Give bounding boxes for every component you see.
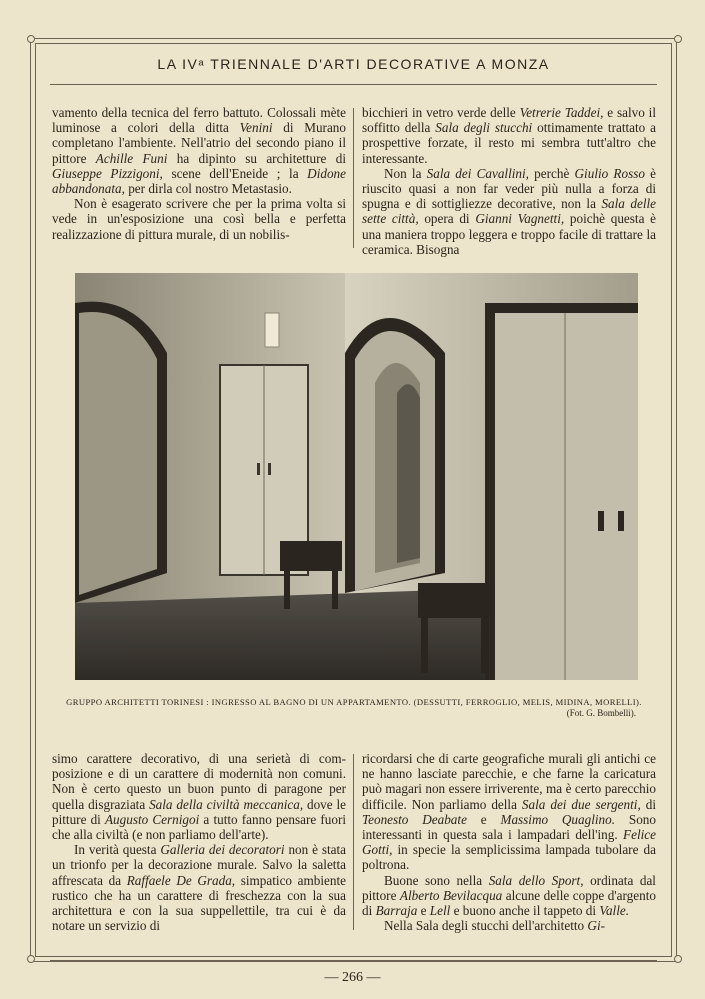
italic-run: Giulio Rosso <box>574 165 645 181</box>
column-divider <box>353 108 354 248</box>
text-run: non è stata un trionfo per la decorazione murale. Salvo la saletta affrescata da <box>52 842 346 888</box>
text-run: in specie la semplicissima lampada tubolare da poltrona. <box>362 842 656 873</box>
photo-caption: GRUPPO ARCHITETTI TORINESI : INGRESSO AL BAGNO DI UN APPARTAMENTO. (DESSUTTI, FERROGLIO, MELIS, MIDINA, MORELLI). <box>66 697 642 707</box>
text-run: vamento della tecnica del ferro battuto. Colossali mète luminose a colori della ditta <box>52 105 346 136</box>
text-run: a tutto fanno pensare fuori che alla civiltà (e non parliamo dell'arte). <box>52 811 347 843</box>
text-run: Non la <box>384 165 427 181</box>
text-run: Sono interessanti in questa sala i lampadari dell'ing. <box>362 811 656 843</box>
article-column-top-right <box>362 105 656 257</box>
text-run: e salvo il soffitto della <box>362 105 656 136</box>
interior-photograph <box>75 273 638 680</box>
text-run: scene dell'Eneide ; la <box>162 165 308 181</box>
italic-run: Lell <box>429 903 451 919</box>
text-run: Buone sono nella <box>384 872 489 888</box>
frame-corner-ornament <box>27 35 35 43</box>
text-run: alcune delle coppe d'argento di <box>362 887 656 919</box>
italic-run: Sala degli stucchi <box>435 120 533 136</box>
paragraph <box>52 105 346 196</box>
text-run: simo carattere decorativo, di una serietà di composizione e di un carattere di modernità non comuni. Non è certo questo un buon punto di paragone per quella disgraziata <box>52 751 346 812</box>
italic-run: Massimo Quaglino. <box>500 811 616 827</box>
text-run: di <box>640 796 656 812</box>
text-run: bicchieri in vetro verde delle <box>362 105 520 120</box>
paragraph <box>362 105 656 166</box>
frame-corner-ornament <box>674 955 682 963</box>
italic-run: Galleria dei decoratori <box>160 842 285 858</box>
text-run: ottimamente trattato a prospettive forzate, il resto mi sembra tutt'altro che interessante. <box>362 120 657 166</box>
text-run: ha dipinto su architetture di <box>167 150 346 166</box>
italic-run: Giuseppe Pizzigoni, <box>52 165 163 181</box>
italic-run: Teonesto Deabate <box>362 811 467 827</box>
italic-run: Raffaele De Grada, <box>126 872 236 888</box>
text-run: ricordarsi che di carte geografiche murali gli antichi ce ne hanno lasciate parecchie, e che farne la caricatura può magari non essere irriverente, ma è certo parecchio difficile. Non parliamo della <box>362 751 656 812</box>
article-column-bottom-right <box>362 751 656 933</box>
text-run: di Murano completano l'ambiente. Nell'atrio del secondo piano il pittore <box>52 120 346 166</box>
text-run: è riuscito quasi a non far veder più nulla a forza di spugna e di sottigliezze decorative, non la <box>362 165 657 212</box>
paragraph <box>52 196 346 242</box>
text-run: e <box>466 811 501 827</box>
text-run: dove le pitture di <box>52 796 347 827</box>
frame-corner-ornament <box>27 955 35 963</box>
article-column-top-left <box>52 105 346 242</box>
italic-run: Felice Gotti, <box>362 827 656 858</box>
italic-run: Sala dei Cavallini, <box>426 165 529 181</box>
italic-run: Sala della civiltà meccanica, <box>149 796 304 812</box>
page-number: — 266 — <box>324 970 381 985</box>
paragraph <box>362 918 656 933</box>
italic-run: Gi- <box>587 918 606 934</box>
text-run: Nella Sala degli stucchi dell'architetto <box>384 918 588 934</box>
text-run: e <box>417 903 430 919</box>
text-run: poichè questa è una maniera troppo leggera e troppo facile di trattare la ceramica. Bisogna <box>362 211 656 257</box>
paragraph <box>52 751 346 842</box>
column-divider <box>353 754 354 930</box>
text-run: perchè <box>528 165 575 181</box>
italic-run: Valle. <box>599 903 630 919</box>
paragraph <box>362 873 656 919</box>
text-run: ordinata dal pittore <box>362 872 656 903</box>
header-rule <box>50 84 657 85</box>
frame-corner-ornament <box>674 35 682 43</box>
italic-run: Vetrerie Taddei, <box>519 105 604 120</box>
paragraph <box>362 751 656 873</box>
italic-run: Venini <box>239 120 273 136</box>
text-run: In verità questa <box>74 842 161 858</box>
article-column-bottom-left <box>52 751 346 933</box>
text-run: per dirla col nostro Metastasio. <box>124 181 292 197</box>
italic-run: Sala dello Sport, <box>488 872 584 888</box>
running-header: LA IVᵃ TRIENNALE D'ARTI DECORATIVE A MONZA <box>157 56 550 72</box>
italic-run: Gianni Vagnetti, <box>475 211 565 227</box>
text-run: e buono anche il tappeto di <box>450 903 600 919</box>
paragraph <box>362 166 656 257</box>
italic-run: Sala dei due sergenti, <box>521 796 641 812</box>
footer-rule <box>50 960 657 961</box>
text-run: Non è esagerato scrivere che per la prima volta si vede in un'esposizione una così bella e perfetta realizzazione di pittura murale, di un nobilis- <box>52 196 346 242</box>
italic-run: Achille Funi <box>95 150 168 166</box>
italic-run: Augusto Cernigoi <box>105 811 200 827</box>
italic-run: Barraja <box>375 903 418 919</box>
paragraph <box>52 842 346 933</box>
text-run: opera di <box>418 211 476 227</box>
photo-credit: (Fot. G. Bombelli). <box>566 708 636 718</box>
italic-run: Didone abbandonata, <box>52 165 346 197</box>
italic-run: Sala delle sette città, <box>362 196 656 227</box>
text-run: simpatico ambiente rustico che ha un carattere di freschezza con la sua architettura e con la sua suppellettile, tra cui è da notare un servizio di <box>52 872 346 934</box>
italic-run: Alberto Bevilacqua <box>399 887 503 903</box>
